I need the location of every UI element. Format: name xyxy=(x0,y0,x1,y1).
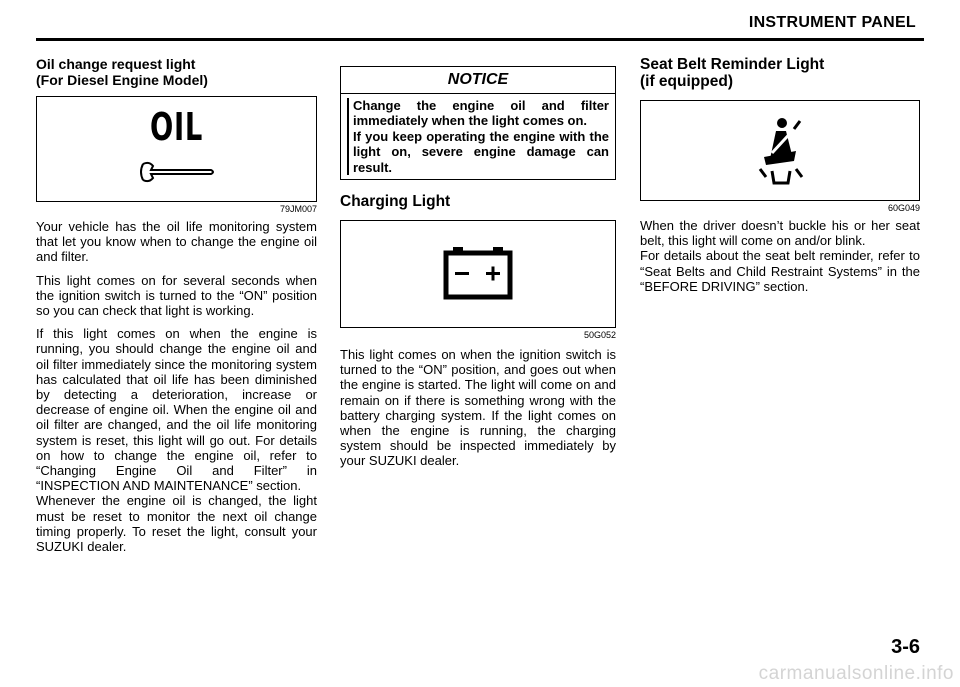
figure-code: 50G052 xyxy=(583,330,616,341)
notice-title: NOTICE xyxy=(341,67,615,94)
oil-light-figure xyxy=(36,96,317,202)
wrench-icon xyxy=(137,159,217,185)
page-number: 3-6 xyxy=(891,636,920,658)
paragraph: For details about the seat belt reminder, refer to “Seat Belts and Child Restraint Systems” in the “BEFORE DRIVING” section. xyxy=(640,248,920,294)
paragraph: Whenever the engine oil is changed, the light must be reset to monitor the next oil change timing properly. To reset the light, consult your SUZUKI dealer. xyxy=(36,493,317,555)
heading-line: Seat Belt Reminder Light xyxy=(640,56,825,73)
seatbelt-heading xyxy=(640,56,920,90)
paragraph: This light comes on when the ignition switch is turned to the “ON” position, and goes out when the engine is started. The light will come on and remain on if there is something wrong with the battery charging system. If the light comes on when the engine is running, the charging system should be inspected immediately by your SUZUKI dealer. xyxy=(340,347,616,469)
column-oil-change xyxy=(36,56,317,554)
column-charging xyxy=(340,66,616,469)
seatbelt-light-figure xyxy=(640,100,920,201)
watermark: carmanualsonline.info xyxy=(758,663,954,684)
oil-icon-text: OIL xyxy=(149,105,204,149)
notice-text: If you keep operating the engine with the light on, severe engine damage can result. xyxy=(353,128,609,175)
heading-line: (if equipped) xyxy=(640,73,733,90)
figure-code: 79JM007 xyxy=(279,204,317,214)
notice-body xyxy=(347,98,609,175)
charging-light-figure xyxy=(340,220,616,328)
heading-line: Oil change request light xyxy=(36,56,196,72)
notice-box xyxy=(340,66,616,180)
battery-icon xyxy=(443,245,513,301)
oil-change-heading xyxy=(36,56,317,88)
charging-heading: Charging Light xyxy=(340,193,451,211)
figure-code: 60G049 xyxy=(887,203,920,213)
seatbelt-icon xyxy=(756,115,806,185)
page-header xyxy=(0,0,960,40)
paragraph: This light comes on for several seconds when the ignition switch is turned to the “ON” position so you can check that light is working. xyxy=(36,272,317,319)
paragraph: When the driver doesn’t buckle his or her seat belt, this light will come on and/or blink. xyxy=(640,218,920,249)
paragraph: If this light comes on when the engine is running, you should change the engine oil and oil filter immediately since the monitoring system has calculated that oil life has been diminished by detecting a deterioration, increase or decrease of engine oil. When the engine oil and oil filter are changed, and the oil life monitoring system is reset, this light will go out. For details on how to change the engine oil, refer to “Changing Engine Oil and Filter” in “INSPECTION AND MAINTENANCE” section. xyxy=(36,326,317,494)
section-title: INSTRUMENT PANEL xyxy=(748,14,916,31)
heading-line: (For Diesel Engine Model) xyxy=(36,72,208,88)
header-rule xyxy=(36,38,924,41)
paragraph: Your vehicle has the oil life monitoring system that let you know when to change the engine oil and filter. xyxy=(36,219,317,265)
notice-text: Change the engine oil and filter immediately when the light comes on. xyxy=(353,98,609,129)
column-seatbelt xyxy=(640,56,920,294)
